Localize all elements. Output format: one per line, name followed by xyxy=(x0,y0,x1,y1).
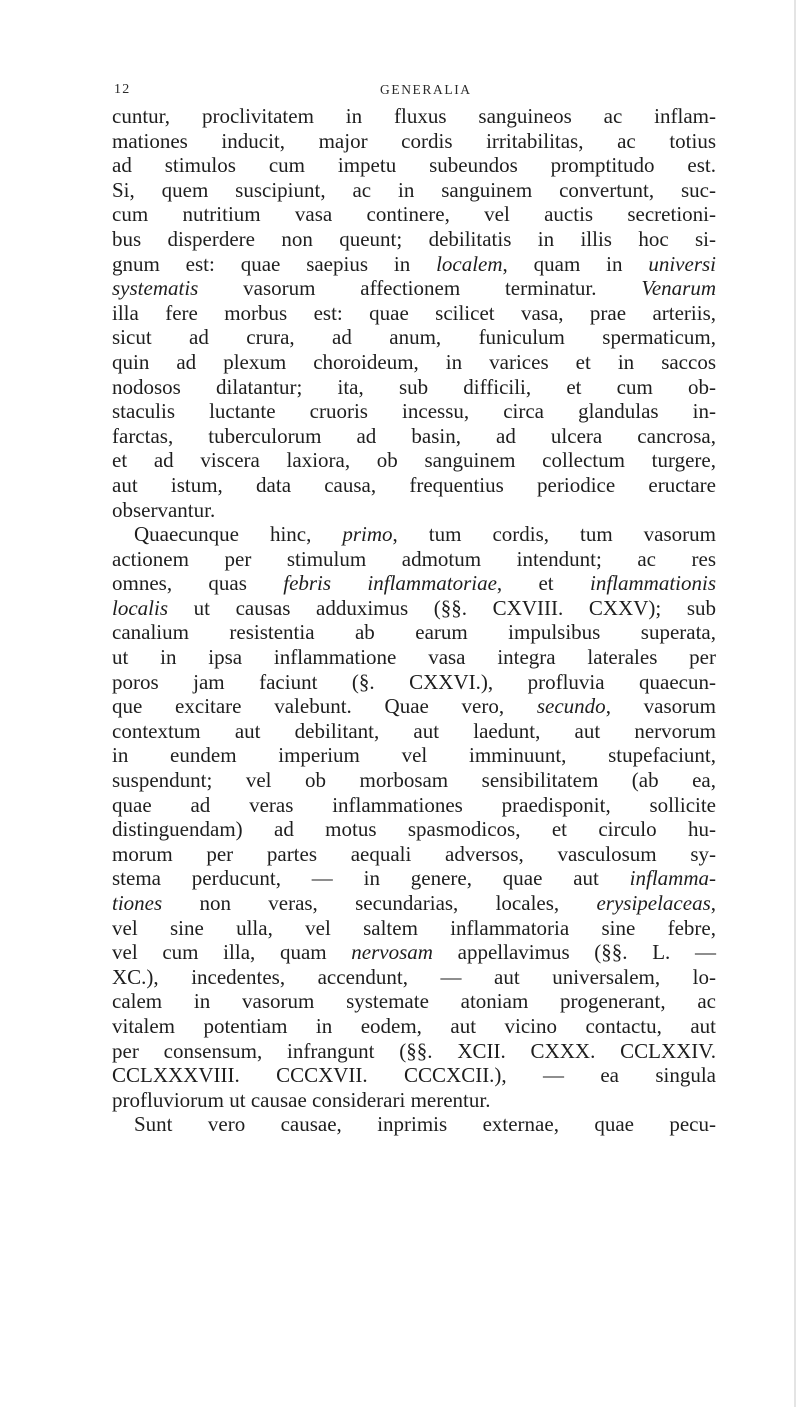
page-edge-line xyxy=(794,0,796,1407)
text-line: profluviorum ut causae considerari merentur. xyxy=(112,1087,491,1112)
text-line: stema perducunt, — in genere, quae aut inflamma- xyxy=(112,866,716,891)
text-line: cum nutritium vasa continere, vel auctis secretioni- xyxy=(112,202,716,227)
italic-term: primo xyxy=(342,522,393,547)
text-line: per consensum, infrangunt (§§. XCII. CXXX. CCLXXIV. xyxy=(112,1038,716,1063)
italic-term: tiones xyxy=(112,891,163,915)
text-line: mationes inducit, major cordis irritabilitas, ac totius xyxy=(112,128,716,153)
text-line: ut in ipsa inflammatione vasa integra laterales per xyxy=(112,645,716,670)
text-line: morum per partes aequali adversos, vasculosum sy- xyxy=(112,841,716,866)
text-line: sicut ad crura, ad anum, funiculum spermaticum, xyxy=(112,325,716,350)
text-line: CCLXXXVIII. CCCXVII. CCCXCII.), — ea singula xyxy=(112,1063,716,1088)
text-line: et ad viscera laxiora, ob sanguinem collectum turgere, xyxy=(112,448,716,473)
text-line: observantur. xyxy=(112,497,216,522)
text-line: calem in vasorum systemate atoniam progenerant, ac xyxy=(112,989,716,1014)
text-line: gnum est: quae saepius in localem, quam in universi xyxy=(112,251,716,276)
paragraph-start: Quaecunque hinc, primo, tum cordis, tum vasorum xyxy=(134,522,716,547)
text-line: cuntur, proclivitatem in fluxus sanguineos ac inflam- xyxy=(112,104,716,128)
text-line: illa fere morbus est: quae scilicet vasa, prae arteriis, xyxy=(112,300,716,325)
body-text xyxy=(112,104,716,1137)
text-line: actionem per stimulum admotum intendunt; ac res xyxy=(112,546,716,571)
italic-term: localem xyxy=(436,251,503,276)
italic-term: febris inflammatoriae xyxy=(283,571,497,596)
text-line: poros jam faciunt (§. CXXVI.), profluvia quaecun- xyxy=(112,669,716,694)
text-line: localis ut causas adduximus (§§. CXVIII. CXXV); sub xyxy=(112,595,716,620)
text-line: omnes, quas febris inflammatoriae, et inflammationis xyxy=(112,571,716,596)
text-line: ad stimulos cum impetu subeundos promptitudo est. xyxy=(112,153,716,178)
italic-term: systematis xyxy=(112,276,199,301)
text-line: que excitare valebunt. Quae vero, secundo, vasorum xyxy=(112,694,716,719)
italic-term: localis xyxy=(112,595,168,620)
paragraph-start: Sunt vero causae, inprimis externae, quae pecu- xyxy=(134,1112,716,1137)
italic-term: nervosam xyxy=(351,940,433,965)
text-line: canalium resistentia ab earum impulsibus superata, xyxy=(112,620,716,645)
text-line: vel sine ulla, vel saltem inflammatoria sine febre, xyxy=(112,915,716,940)
page-number: 12 xyxy=(114,82,131,97)
text-line: tiones non veras, secundarias, locales, erysipelaceas, xyxy=(112,891,716,915)
italic-term: Venarum xyxy=(641,276,716,301)
text-line: aut istum, data causa, frequentius periodice eructare xyxy=(112,472,716,497)
italic-term: universi xyxy=(648,251,716,276)
text-line: systematis vasorum affectionem terminatur. Venarum xyxy=(112,276,716,301)
italic-term: secundo xyxy=(536,694,606,719)
page-header xyxy=(114,82,714,102)
text-line: in eundem imperium vel imminuunt, stupefaciunt, xyxy=(112,743,716,768)
text-line: quae ad veras inflammationes praedisponit, sollicite xyxy=(112,792,716,817)
text-line: suspendunt; vel ob morbosam sensibilitatem (ab ea, xyxy=(112,768,716,793)
italic-term: erysipelaceas xyxy=(596,891,711,915)
text-line: contextum aut debilitant, aut laedunt, aut nervorum xyxy=(112,718,716,743)
text-line: XC.), incedentes, accendunt, — aut universalem, lo- xyxy=(112,964,716,989)
running-head: GENERALIA xyxy=(380,82,472,97)
text-line: Si, quem suscipiunt, ac in sanguinem convertunt, suc- xyxy=(112,177,716,202)
text-line: farctas, tuberculorum ad basin, ad ulcera cancrosa, xyxy=(112,423,716,448)
text-line: vel cum illa, quam nervosam appellavimus (§§. L. — xyxy=(112,940,716,965)
text-line: staculis luctante cruoris incessu, circa glandulas in- xyxy=(112,399,716,424)
text-line: distinguendam) ad motus spasmodicos, et circulo hu- xyxy=(112,817,716,842)
text-line: bus disperdere non queunt; debilitatis in illis hoc si- xyxy=(112,226,716,251)
text-line: nodosos dilatantur; ita, sub difficili, et cum ob- xyxy=(112,374,716,399)
text-line: quin ad plexum choroideum, in varices et in saccos xyxy=(112,349,716,374)
italic-term: inflammationis xyxy=(589,571,716,596)
text-line: vitalem potentiam in eodem, aut vicino contactu, aut xyxy=(112,1013,716,1038)
italic-term: inflamma- xyxy=(629,866,716,891)
